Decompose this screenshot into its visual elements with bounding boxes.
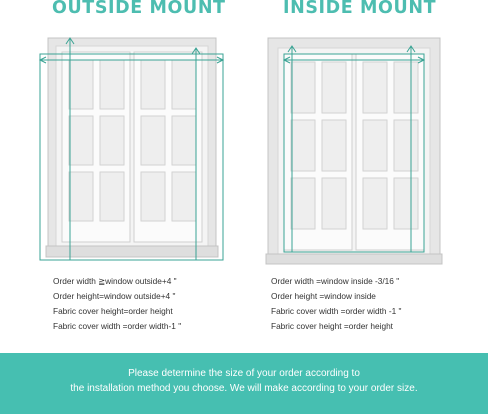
outside-rule-cover-width: Fabric cover width =order width-1 " xyxy=(53,321,182,331)
outside-rule-order-width: Order width ≧window outside+4 " xyxy=(53,276,177,286)
banner-line-2: the installation method you choose. We will make according to your order size. xyxy=(70,383,418,394)
outside-rule-order-height: Order height=window outside+4 " xyxy=(53,291,176,301)
outside-rule-cover-height: Fabric cover height=order height xyxy=(53,306,173,316)
outside-mount-window-diagram xyxy=(0,24,240,266)
banner-line-1: Please determine the size of your order according to xyxy=(128,368,360,379)
inside-rule-order-height: Order height =window inside xyxy=(271,291,376,301)
inside-rule-cover-width: Fabric cover width =order width -1 " xyxy=(271,306,402,316)
inside-mount-heading: INSIDE MOUNT xyxy=(283,0,437,18)
order-size-banner xyxy=(0,353,488,414)
inside-rule-order-width: Order width =window inside -3/16 " xyxy=(271,276,400,286)
inside-rule-cover-height: Fabric cover height =order height xyxy=(271,321,393,331)
inside-mount-window-diagram xyxy=(248,24,488,266)
outside-mount-heading: OUTSIDE MOUNT xyxy=(52,0,226,18)
